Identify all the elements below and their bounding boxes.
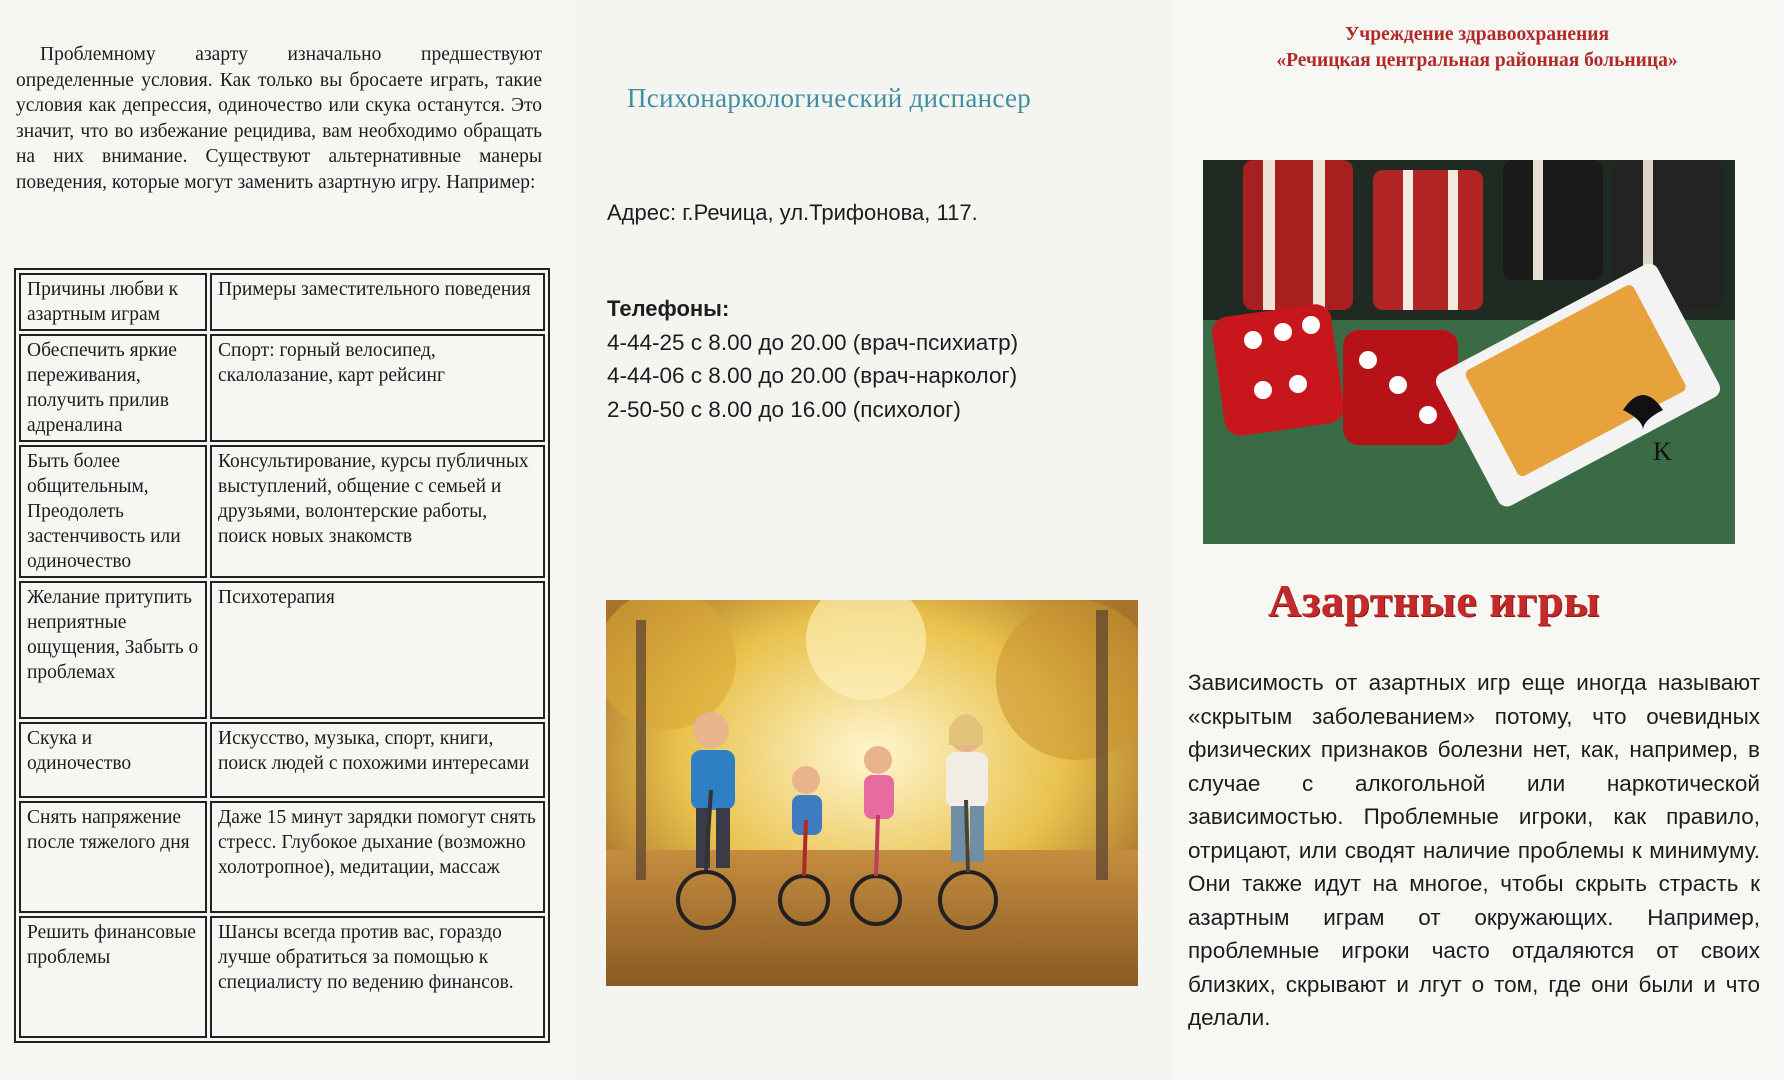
table-row — [19, 722, 545, 798]
bleed-through-texture — [595, 30, 1135, 330]
table-cell-example: Шансы всегда против вас, гораздо лучше обратиться за помощью к специалисту по ведению финансов. — [210, 916, 545, 1038]
phone-line: 4-44-06 с 8.00 до 20.00 (врач-нарколог) — [607, 363, 1018, 388]
table-cell-reason: Желание притупить неприятные ощущения, Забыть о проблемах — [19, 581, 207, 719]
table-cell-example: Искусство, музыка, спорт, книги, поиск людей с похожими интересами — [210, 722, 545, 798]
left-panel — [0, 0, 575, 1080]
table-header-row — [19, 273, 545, 331]
table-cell-example: Спорт: горный велосипед, скалолазание, карт рейсинг — [210, 334, 545, 442]
casino-photo — [1203, 160, 1735, 544]
table-row — [19, 334, 545, 442]
institution-line-2: «Речицкая центральная районная больница» — [1276, 50, 1678, 71]
right-panel — [1170, 0, 1784, 1080]
table-cell-reason: Решить финансовые проблемы — [19, 916, 207, 1038]
table-row — [19, 581, 545, 719]
address-text: Адрес: г.Речица, ул.Трифонова, 117. — [607, 200, 978, 225]
table-cell-example: Психотерапия — [210, 581, 545, 719]
table-row — [19, 445, 545, 578]
dice-and-cards-illustration — [1203, 160, 1735, 544]
table-row — [19, 801, 545, 913]
middle-panel — [575, 0, 1170, 1080]
table-cell-reason: Снять напряжение после тяжелого дня — [19, 801, 207, 913]
table-cell-reason: Скука и одиночество — [19, 722, 207, 798]
brochure-title: Азартные игры — [1268, 575, 1601, 626]
table-cell-example: Консультирование, курсы публичных выступлений, общение с семьей и друзьями, волонтерские работы, поиск новых знакомств — [210, 445, 545, 578]
institution-line-1: Учреждение здравоохранения — [1344, 24, 1610, 45]
alternatives-table — [14, 268, 550, 1043]
family-cycling-illustration — [606, 600, 1138, 986]
phone-line: 2-50-50 с 8.00 до 16.00 (психолог) — [607, 397, 961, 422]
phone-line: 4-44-25 с 8.00 до 20.00 (врач-психиатр) — [607, 330, 1019, 355]
intro-paragraph: Проблемному азарту изначально предшествуют определенные условия. Как только вы бросаете играть, такие условия как депрессия, одиночество или скука останутся. Это значит, что во избежание рецидива, вам необходимо обращать на них внимание. Существуют альтернативные манеры поведения, которые могут заменить азартную игру. Например: — [16, 44, 542, 193]
table-cell-reason: Быть более общительным, Преодолеть застенчивость или одиночество — [19, 445, 207, 578]
family-cycling-photo — [606, 600, 1138, 986]
table-header-cell: Причины любви к азартным играм — [19, 273, 207, 331]
svg-text:K: K — [1653, 437, 1672, 466]
table-cell-reason: Обеспечить яркие переживания, получить прилив адреналина — [19, 334, 207, 442]
phones-title: Телефоны: — [607, 296, 730, 321]
table-cell-example: Даже 15 минут зарядки помогут снять стресс. Глубокое дыхание (возможно холотропное), медитации, массаж — [210, 801, 545, 913]
body-paragraph: Зависимость от азартных игр еще иногда называют «скрытым заболеванием» потому, что очевидных физических признаков болезни нет, как, например, в случае с алкогольной или наркотической зависимостью. Проблемные игроки, как правило, отрицают, или сводят наличие проблемы к минимуму. Они также идут на многое, чтобы скрыть страсть к азартным играм от окружающих. Например, проблемные игроки часто отдаляются от своих близких, скрывают и лгут о том, где они были и что делали. — [1188, 670, 1760, 1030]
dispensary-heading: Психонаркологический диспансер — [627, 83, 1032, 113]
table-row — [19, 916, 545, 1038]
table-header-cell: Примеры заместительного поведения — [210, 273, 545, 331]
